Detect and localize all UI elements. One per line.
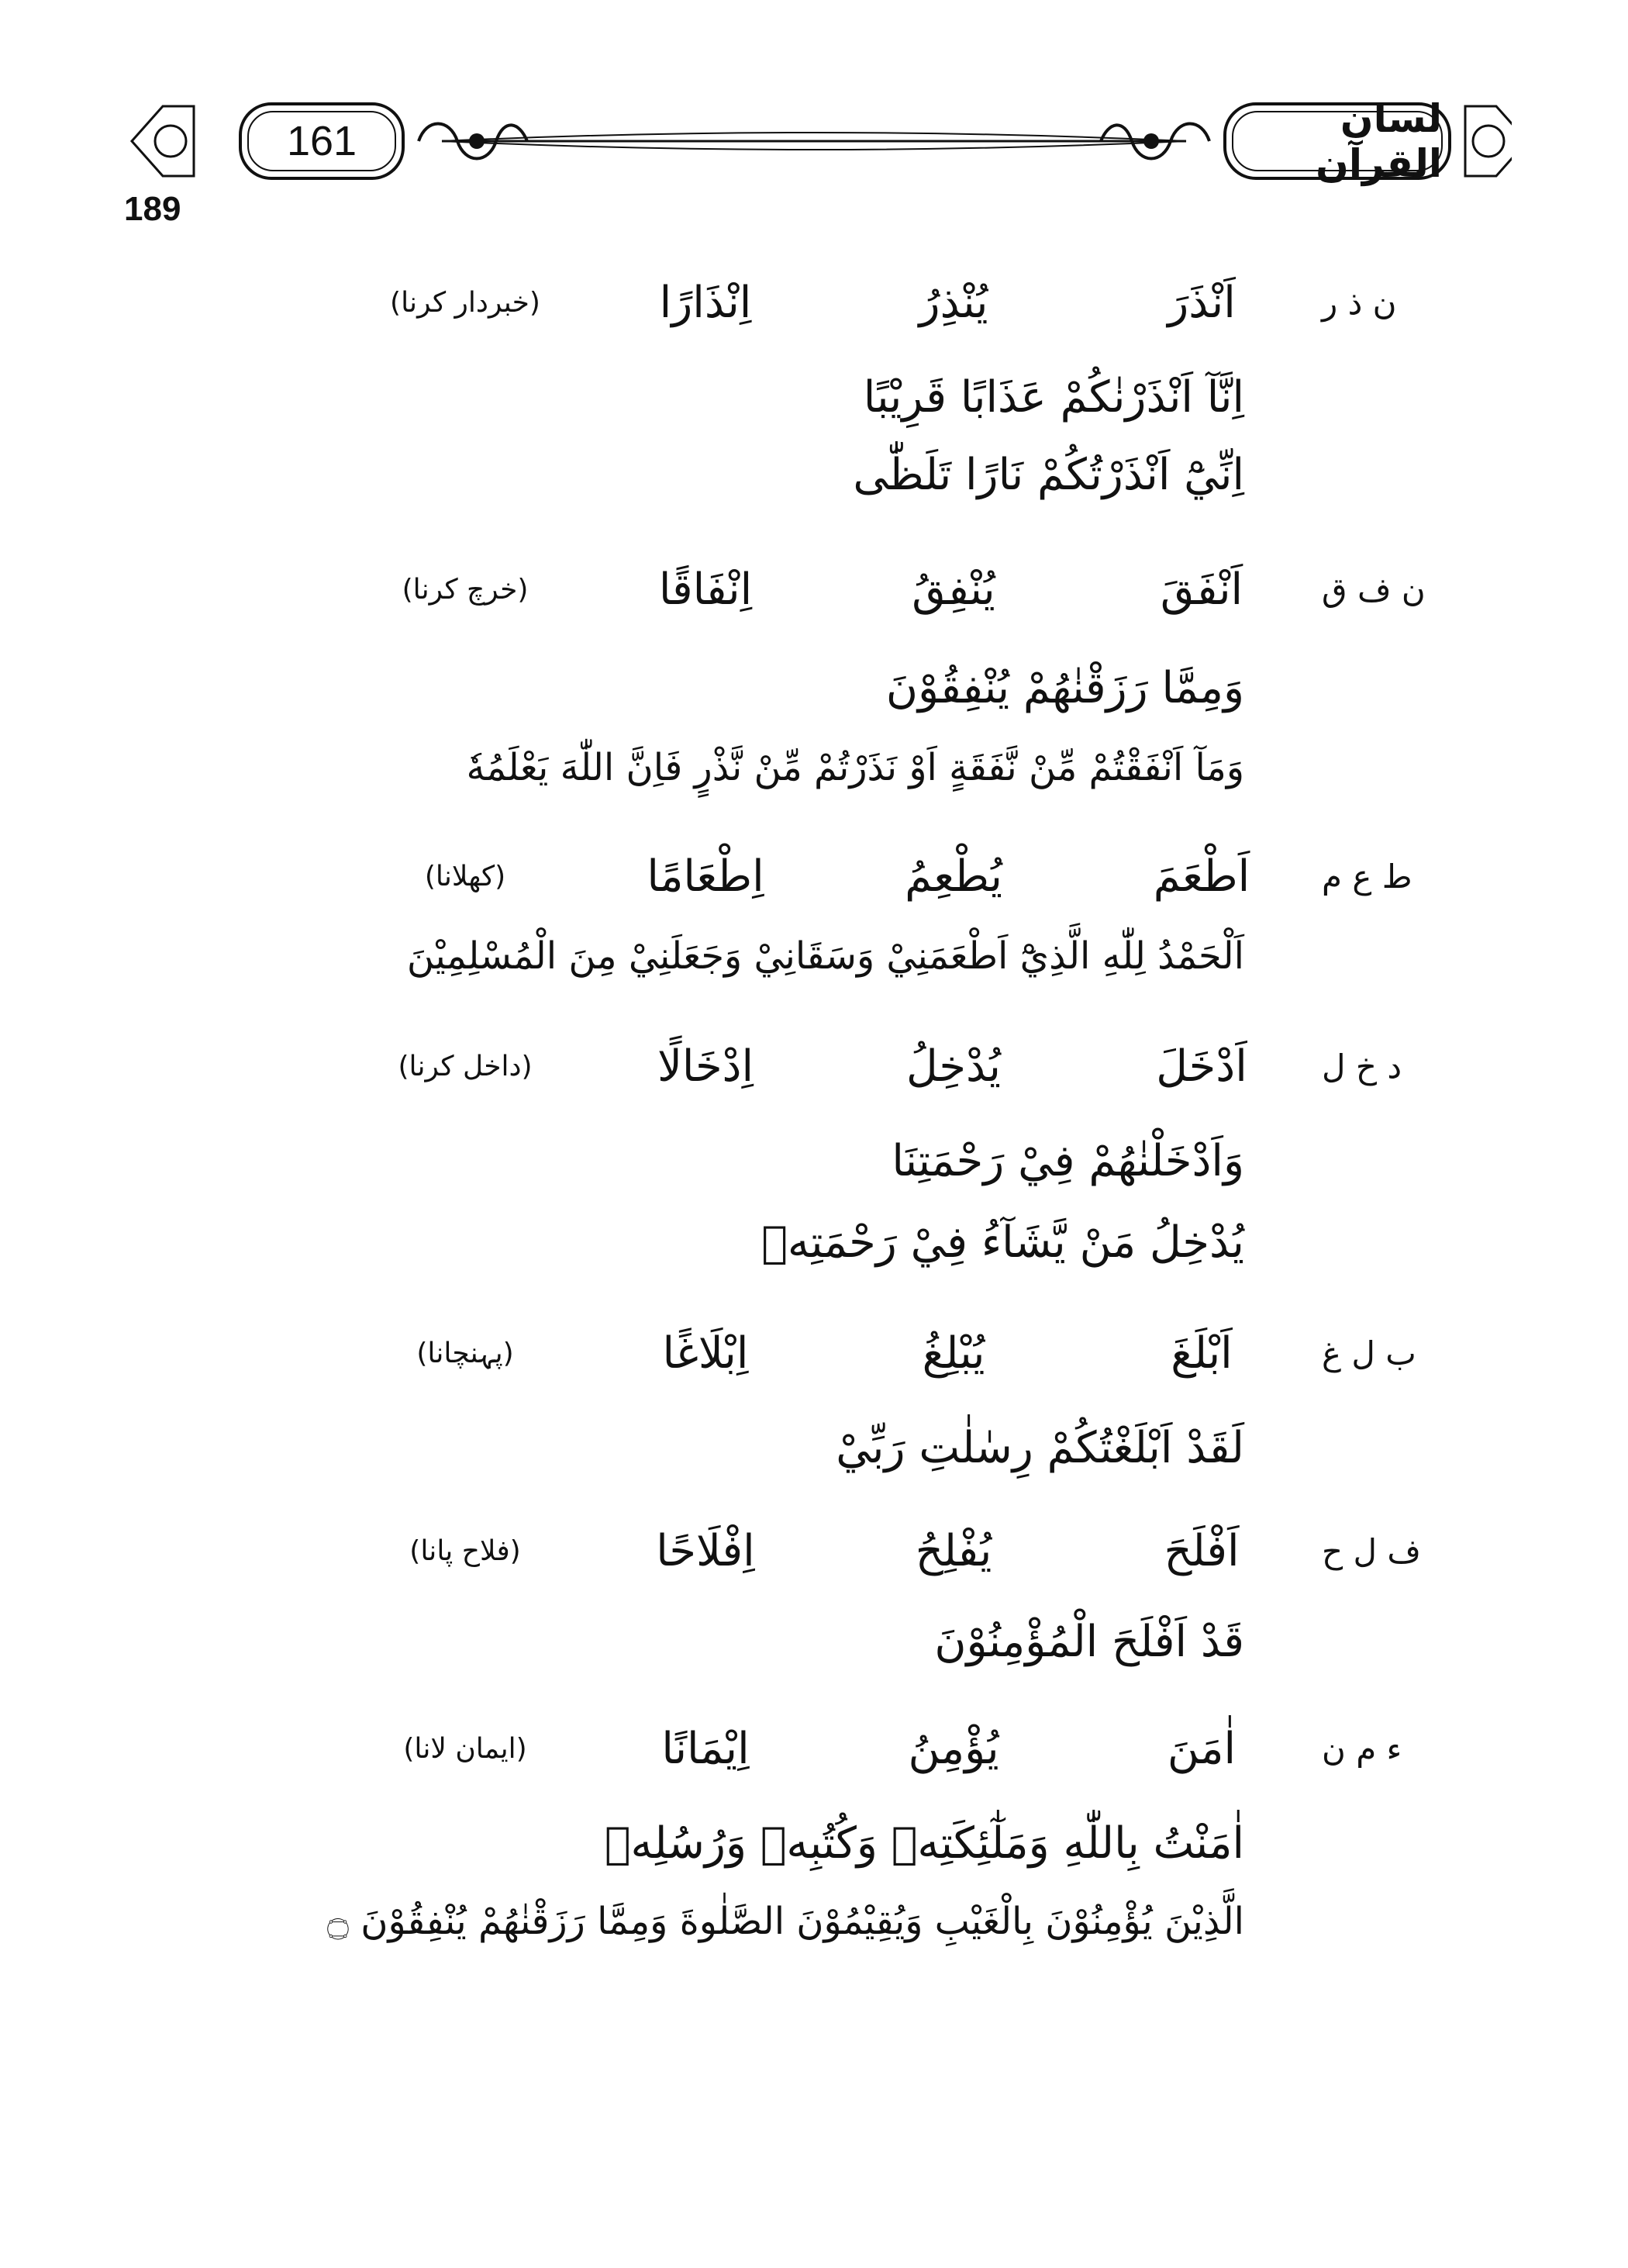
page-number: 161 bbox=[286, 118, 357, 164]
imperfect-verb: يُنْفِقُ bbox=[912, 564, 995, 615]
past-verb: اَبْلَغَ bbox=[1171, 1327, 1233, 1379]
example-verse: وَمَآ اَنْفَقْتُمْ مِّنْ نَّفَقَةٍ اَوْ نَذَرْتُمْ مِّنْ نَّذْرٍ فَاِنَّ اللّٰهَ يَعْلَمُهٗ bbox=[466, 746, 1244, 789]
root-letters: د خ ل bbox=[1322, 1047, 1402, 1086]
verbal-noun: اِنْفَاقًا bbox=[658, 564, 753, 615]
meaning: (فلاح پانا) bbox=[409, 1534, 521, 1567]
root-letters: ب ل غ bbox=[1322, 1334, 1416, 1372]
root-letters: ن ذ ر bbox=[1322, 283, 1397, 322]
example-verse: وَاَدْخَلْنٰهُمْ فِيْ رَحْمَتِنَا bbox=[892, 1136, 1244, 1186]
meaning: (داخل کرنا) bbox=[398, 1050, 533, 1082]
entry-row bbox=[0, 841, 1628, 911]
imperfect-verb: يُبْلِغُ bbox=[922, 1327, 985, 1379]
verbal-noun: اِبْلَاغًا bbox=[662, 1327, 749, 1379]
entry-row bbox=[0, 1031, 1628, 1101]
example-verse: قَدْ اَفْلَحَ الْمُؤْمِنُوْنَ bbox=[934, 1617, 1244, 1667]
past-verb: اٰمَنَ bbox=[1167, 1723, 1237, 1774]
verbal-noun: اِطْعَامًا bbox=[647, 851, 764, 902]
meaning: (کھلانا) bbox=[424, 860, 506, 892]
past-verb: اَطْعَمَ bbox=[1153, 851, 1250, 902]
example-verse: يُدْخِلُ مَنْ يَّشَآءُ فِيْ رَحْمَتِهٖ bbox=[761, 1217, 1244, 1268]
meaning: (خرچ کرنا) bbox=[402, 573, 529, 606]
example-verse: اٰمَنْتُ بِاللّٰهِ وَمَلٰٓئِكَتِهٖ وَكُتُبِهٖ وَرُسُلِهٖ bbox=[604, 1818, 1244, 1869]
past-verb: اَفْلَحَ bbox=[1164, 1525, 1240, 1576]
example-verse: اِنِّيْٓ اَنْذَرْتُكُمْ نَارًا تَلَظّٰى bbox=[853, 450, 1244, 500]
root-letters: ف ل ح bbox=[1322, 1531, 1421, 1570]
page-reference: 189 bbox=[124, 190, 181, 228]
meaning: (ایمان لانا) bbox=[403, 1732, 527, 1765]
imperfect-verb: يُؤْمِنُ bbox=[908, 1723, 999, 1774]
entry-row bbox=[0, 1516, 1628, 1586]
verbal-noun: اِفْلَاحًا bbox=[656, 1525, 755, 1576]
root-letters: ء م ن bbox=[1322, 1729, 1402, 1768]
root-letters: ط ع م bbox=[1322, 857, 1412, 896]
example-verse: اَلْحَمْدُ لِلّٰهِ الَّذِيْٓ اَطْعَمَنِيْ وَسَقَانِيْ وَجَعَلَنِيْ مِنَ الْمُسْلِمِيْنَ bbox=[406, 934, 1244, 978]
entry-row bbox=[0, 1318, 1628, 1388]
example-verse: لَقَدْ اَبْلَغْتُكُمْ رِسٰلٰتِ رَبِّيْ bbox=[836, 1423, 1244, 1473]
past-verb: اَدْخَلَ bbox=[1156, 1041, 1247, 1092]
imperfect-verb: يُدْخِلُ bbox=[906, 1041, 1002, 1092]
meaning: (خبردار کرنا) bbox=[390, 286, 540, 319]
book-title: لسان القرآن bbox=[1316, 96, 1442, 186]
entry-row bbox=[0, 554, 1628, 624]
entry-row bbox=[0, 268, 1628, 337]
verbal-noun: اِيْمَانًا bbox=[661, 1723, 750, 1774]
past-verb: اَنْذَرَ bbox=[1168, 277, 1236, 328]
past-verb: اَنْفَقَ bbox=[1160, 564, 1243, 615]
example-verse: اِنَّآ اَنْذَرْنٰكُمْ عَذَابًا قَرِيْبًا bbox=[863, 372, 1244, 423]
verbal-noun: اِنْذَارًا bbox=[659, 277, 752, 328]
imperfect-verb: يُطْعِمُ bbox=[905, 851, 1002, 902]
example-verse: الَّذِيْنَ يُؤْمِنُوْنَ بِالْغَيْبِ وَيُقِيْمُوْنَ الصَّلٰوةَ وَمِمَّا رَزَقْنٰهُمْ يُنْفِقُوْنَ ۝ bbox=[326, 1900, 1244, 1943]
imperfect-verb: يُفْلِحُ bbox=[915, 1525, 992, 1576]
entry-row bbox=[0, 1714, 1628, 1783]
root-letters: ن ف ق bbox=[1322, 570, 1426, 609]
meaning: (پہنچانا) bbox=[416, 1337, 514, 1369]
imperfect-verb: يُنْذِرُ bbox=[919, 277, 988, 328]
example-verse: وَمِمَّا رَزَقْنٰهُمْ يُنْفِقُوْنَ bbox=[885, 663, 1244, 713]
verbal-noun: اِدْخَالًا bbox=[657, 1041, 754, 1092]
